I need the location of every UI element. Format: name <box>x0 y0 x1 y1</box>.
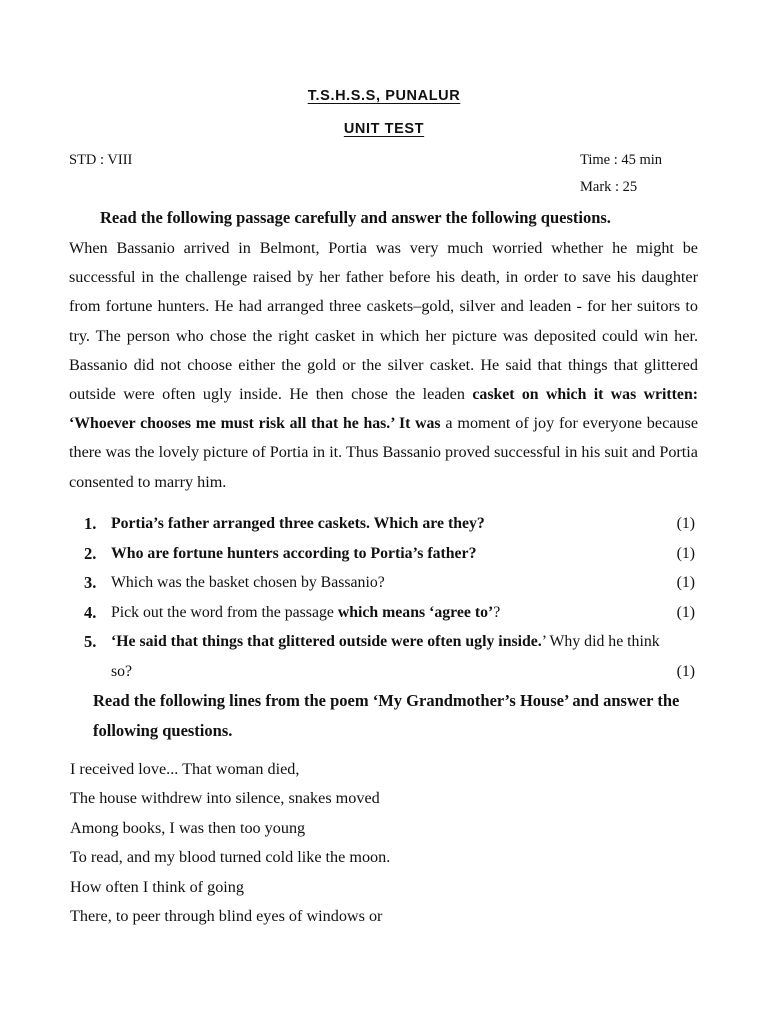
question-item <box>84 509 698 539</box>
question-number: 5. <box>84 632 97 651</box>
poem-line: The house withdrew into silence, snakes moved <box>70 789 380 808</box>
poem-line: To read, and my blood turned cold like the moon. <box>70 848 391 867</box>
question-text: Which was the basket chosen by Bassanio? <box>111 574 385 591</box>
question-mark: (1) <box>676 515 695 532</box>
question-number: 2. <box>84 543 97 563</box>
question-text-bold: which means ‘agree to’ <box>337 603 494 621</box>
question-item <box>84 627 698 686</box>
question-mark: (1) <box>676 603 695 621</box>
poem-line: Among books, I was then too young <box>70 818 306 837</box>
poem-line: I received love... That woman died, <box>70 760 300 778</box>
poem-line: How often I think of going <box>70 877 244 896</box>
question-text-end: ? <box>493 603 501 621</box>
section1-instruction: Read the following passage carefully and answer the following questions. <box>100 208 611 227</box>
std-label: STD : VIII <box>69 152 133 168</box>
question-number: 1. <box>84 514 97 533</box>
question-item <box>84 598 698 628</box>
question-item <box>84 539 698 569</box>
question-item <box>84 568 698 598</box>
question-text: Pick out the word from the passage <box>111 603 338 621</box>
question-number: 3. <box>84 573 97 592</box>
question-text-bold: ‘He said that things that glittered outside were often ugly inside. <box>111 633 542 650</box>
passage-text-3: a moment of joy for everyone because there was the lovely picture of Portia in it. Thus Bassanio proved successful in his suit and Portia consented to marry him. <box>69 414 699 491</box>
question-continuation <box>111 657 698 687</box>
question-text: Portia’s father arranged three caskets. Which are they? <box>111 515 485 532</box>
question-mark: (1) <box>676 662 695 680</box>
school-name: T.S.H.S.S, PUNALUR <box>307 88 461 104</box>
question-text-end: so? <box>111 662 133 680</box>
mark-label: Mark : 25 <box>580 179 638 195</box>
passage-text-1: When Bassanio arrived in Belmont, Portia was very much worried whether he might be successful in the challenge raised by her father before his death, in order to save his daughter from fortune hunters. He had arranged three caskets–gold, silver and leaden - for her suitors to try. The person who chose the right casket in which her picture was deposited could win her. Bassanio did not choose either the gold or the silver casket. He said that things that glittered outside were often ugly inside. He then chose the leaden <box>69 239 698 404</box>
question-text: ’ Why did he think <box>541 633 660 650</box>
question-number: 4. <box>84 602 97 622</box>
test-title: UNIT TEST <box>343 121 425 137</box>
poem-excerpt <box>70 755 390 931</box>
question-list <box>84 509 698 686</box>
section2-instruction: Read the following lines from the poem ‘My Grandmother’s House’ and answer the following questions. <box>93 691 680 740</box>
time-label: Time : 45 min <box>580 152 663 168</box>
passage-text-2: casket on which it was written: ‘Whoever chooses me must risk all that he has.’ It was <box>69 386 698 433</box>
question-mark: (1) <box>676 574 695 591</box>
poem-line: There, to peer through blind eyes of windows or <box>70 907 383 926</box>
passage <box>69 234 698 497</box>
question-text: Who are fortune hunters according to Portia’s father? <box>111 544 477 562</box>
question-mark: (1) <box>676 544 695 562</box>
